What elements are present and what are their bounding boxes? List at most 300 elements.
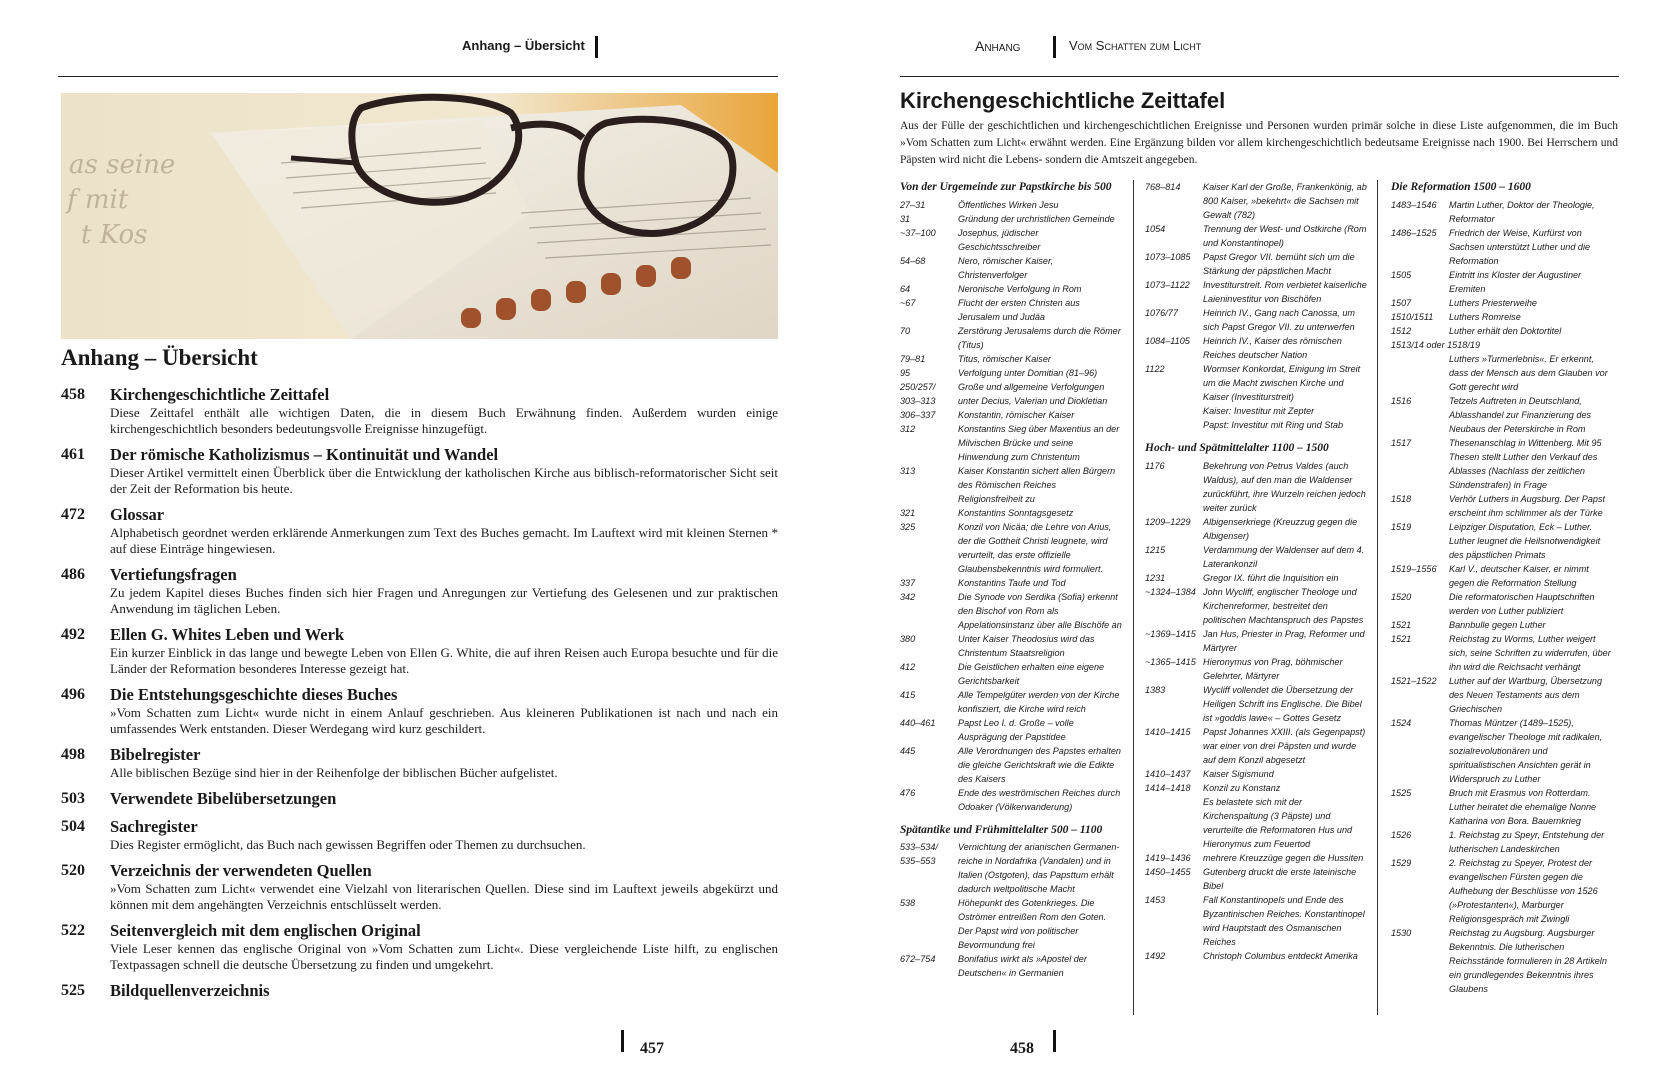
- timeline-date: 1483–1546: [1391, 199, 1437, 210]
- timeline-entry: [1145, 543, 1367, 571]
- timeline-date: 1076/77: [1145, 308, 1178, 318]
- header-divider: [595, 36, 598, 58]
- toc-entry-description: Zu jedem Kapitel dieses Buches finden sich hier Fragen und Anregungen zur Vertiefung des Gelesenen und zur praktischen Anwendung im täglichen Leben.: [110, 585, 778, 616]
- timeline-date: 325: [900, 521, 916, 532]
- timeline-date: 1525: [1391, 787, 1412, 798]
- timeline-event: reiche in Nordafrika (Vandalen) und in Italien (Ostgoten), das Papsttum erhält dadurch weltpolitische Macht: [958, 856, 1114, 894]
- timeline-entry: [900, 854, 1122, 896]
- page-number: 457: [640, 1040, 664, 1057]
- intro-paragraph: Aus der Fülle der geschichtlichen und kirchengeschichtlichen Ereignisse und Personen wurden primär solche in diese Liste aufgenommen, die im Buch »Vom Schatten zum Licht« erwähnt werden. Eine Ergänzung bilden vor allem kirchengeschichtlich bedeutsame Ereignisse nach 1900. Bei Herrschern und Päpsten wird nicht die Lebens- sondern die Amtszeit angegeben.: [900, 120, 1618, 166]
- timeline-date: 1122: [1145, 364, 1165, 374]
- timeline-date: 64: [900, 283, 911, 294]
- timeline-entry: [900, 716, 1122, 744]
- toc-entry-body: [110, 981, 778, 1001]
- open-book-with-glasses-photo: [61, 93, 778, 339]
- timeline-event: Bonifatius wirkt als »Apostel der Deutschen« in Germanien: [958, 954, 1087, 978]
- timeline-entry: [900, 590, 1122, 632]
- toc-entry-body: [110, 625, 778, 677]
- timeline-event: Albigenserkriege (Kreuzzug gegen die Albigenser): [1203, 516, 1358, 541]
- timeline-event: Kaiser Konstantin sichert allen Bürgern des Römischen Reiches Religionsfreiheit zu: [958, 465, 1116, 504]
- timeline-event: Konstantin, römischer Kaiser: [958, 409, 1075, 420]
- toc-entry-body: [110, 817, 778, 853]
- timeline-date: [1145, 795, 1203, 851]
- toc-entry-body: [110, 445, 778, 497]
- timeline-entry: [1391, 786, 1613, 828]
- timeline-event: Es belastete sich mit der Kirchenspaltung (3 Päpste) und verurteilte die Reformatoren Hus und Hieronymus zum Feuertod: [1203, 796, 1353, 849]
- timeline-entry: [1391, 352, 1613, 394]
- toc-entry-title: Sachregister: [110, 817, 198, 836]
- svg-text:as seine: as seine: [69, 150, 176, 180]
- timeline-date: 1414–1418: [1145, 782, 1191, 793]
- footer-divider: [621, 1030, 624, 1052]
- timeline-entry: [1145, 683, 1367, 725]
- timeline-entry: [900, 688, 1122, 716]
- toc-entry-title: Die Entstehungsgeschichte dieses Buches: [110, 685, 398, 704]
- header-divider: [1053, 36, 1056, 58]
- toc-page-number: 496: [61, 686, 85, 703]
- timeline-section-heading: Spätantike und Frühmittelalter 500 – 1100: [900, 823, 1103, 836]
- column-divider: [1133, 180, 1134, 1015]
- timeline-date: [1145, 404, 1203, 418]
- timeline-event: Wycliff vollendet die Übersetzung der Heiligen Schrift ins Englische. Die Bibel ist »goddis lawe« – Gottes Gesetz: [1203, 684, 1362, 723]
- timeline-event: Tetzels Auftreten in Deutschland, Ablasshandel zur Finanzierung des Neubaus der Peterskirche in Rom: [1449, 395, 1592, 434]
- timeline-entry: [1391, 198, 1613, 226]
- timeline-event: Karl V., deutscher Kaiser, er nimmt gegen die Reformation Stellung: [1449, 563, 1589, 588]
- timeline-event: Luthers Romreise: [1449, 311, 1521, 322]
- toc-page-number: 525: [61, 982, 85, 999]
- timeline-date: 1526: [1391, 829, 1412, 840]
- timeline-entry: [900, 380, 1122, 394]
- timeline-date: 1513/14 oder 1518/19: [1391, 339, 1480, 350]
- header-rule: [58, 76, 778, 77]
- timeline-date: 321: [900, 507, 916, 518]
- toc-entry-title: Bibelregister: [110, 745, 201, 764]
- timeline-event: Heinrich IV., Gang nach Canossa, um sich Papst Gregor VII. zu unterwerfen: [1203, 308, 1355, 332]
- timeline-entry: [1391, 590, 1613, 618]
- toc-entry-title: Bildquellenverzeichnis: [110, 981, 270, 1000]
- toc-page-number: 503: [61, 790, 85, 807]
- timeline-date: 1520: [1391, 591, 1412, 602]
- timeline-date: 538: [900, 898, 916, 908]
- timeline-entry: [1145, 795, 1367, 851]
- toc-entry-body: [110, 685, 778, 737]
- timeline-event: Kaiser Sigismund: [1203, 768, 1274, 779]
- timeline-date: ~67: [900, 297, 916, 308]
- timeline-entry: [900, 506, 1122, 520]
- timeline-entry: [1145, 222, 1367, 250]
- running-header: Anhang – Übersicht: [462, 38, 585, 53]
- timeline-column-2: [1145, 180, 1367, 963]
- timeline-date: 27–31: [900, 199, 926, 210]
- timeline-date: 440–461: [900, 717, 936, 728]
- timeline-event: Josephus, jüdischer Geschichtsschreiber: [958, 227, 1041, 252]
- toc-entry-title: Vertiefungsfragen: [110, 565, 237, 584]
- timeline-date: 1521–1522: [1391, 675, 1437, 686]
- timeline-date: 1516: [1391, 395, 1412, 406]
- toc-entry-title: Verzeichnis der verwendeten Quellen: [110, 861, 372, 880]
- timeline-event: 2. Reichstag zu Speyer, Protest der evangelischen Fürsten gegen die Aufhebung der Beschlüsse von 1526 (»Protestanten«), Marburger Religionsgespräch mit Zwingli: [1449, 857, 1598, 924]
- timeline-event: mehrere Kreuzzüge gegen die Hussiten: [1203, 852, 1364, 863]
- timeline-entry: [900, 576, 1122, 590]
- timeline-event: Papst Leo I. d. Große – volle Ausprägung der Papstidee: [958, 717, 1074, 742]
- timeline-date: 1517: [1391, 437, 1412, 448]
- toc-entry-body: [110, 385, 778, 437]
- timeline-entry: [900, 254, 1122, 282]
- timeline-entry: [1391, 926, 1613, 996]
- timeline-event: Vernichtung der arianischen Germanen-: [958, 842, 1120, 852]
- timeline-date: 533–534/: [900, 842, 938, 852]
- toc-entry: [61, 861, 778, 913]
- timeline-event: Alle Tempelgüter werden von der Kirche konfisziert, die Kirche wird reich: [958, 689, 1120, 714]
- timeline-entry: [1145, 418, 1367, 432]
- timeline-event: Christoph Columbus entdeckt Amerika: [1203, 950, 1358, 961]
- toc-entry-title: Glossar: [110, 505, 165, 524]
- timeline-entry: [1145, 334, 1367, 362]
- footer-divider: [1053, 1030, 1056, 1052]
- toc-entry-title: Der römische Katholizismus – Kontinuität und Wandel: [110, 445, 499, 464]
- toc-page-number: 461: [61, 446, 85, 463]
- timeline-date: 312: [900, 423, 916, 434]
- timeline-entry: [1145, 306, 1367, 334]
- timeline-event: Verfolgung unter Domitian (81–96): [958, 367, 1098, 378]
- toc-entry: [61, 817, 778, 853]
- header-rule: [900, 76, 1619, 77]
- timeline-entry: [900, 786, 1122, 814]
- timeline-event: Konstantins Taufe und Tod: [958, 577, 1066, 588]
- timeline-event: Thesenanschlag in Wittenberg. Mit 95 Thesen stellt Luther den Verkauf des Ablasses (Nachlass der zeitlichen Sündenstrafen) in Frage: [1449, 437, 1602, 490]
- timeline-event: Reichstag zu Worms, Luther weigert sich, seine Schriften zu widerrufen, über ihn wird die Reichsacht verhängt: [1449, 633, 1611, 672]
- timeline-entry: [900, 660, 1122, 688]
- toc-page-number: 520: [61, 862, 85, 879]
- toc-entry-body: [110, 921, 778, 973]
- timeline-date: ~1369–1415: [1145, 628, 1196, 639]
- timeline-event: Neronische Verfolgung in Rom: [958, 283, 1082, 294]
- toc-entry: [61, 981, 778, 1001]
- timeline-entry: [1145, 865, 1367, 893]
- timeline-entry: [900, 744, 1122, 786]
- timeline-date: 79–81: [900, 353, 926, 364]
- timeline-entry: [1391, 520, 1613, 562]
- column-divider: [1377, 180, 1378, 1015]
- timeline-date: 306–337: [900, 409, 936, 420]
- toc-entry-description: Viele Leser kennen das englische Original von »Vom Schatten zum Licht«. Diese vergleichende Liste hilft, zu englischen Textpassagen schnell die deutsche Übersetzung zu finden und umgekehrt.: [110, 941, 778, 972]
- timeline-date: 337: [900, 577, 916, 588]
- timeline-date: 1215: [1145, 544, 1166, 555]
- timeline-event: Konzil von Nicäa; die Lehre von Arius, der die Gottheit Christi leugnete, wird verurteilt, das erste offizielle Glaubensbekenntnis wird formuliert.: [958, 521, 1112, 574]
- timeline-date: 342: [900, 591, 916, 602]
- timeline-entry: [900, 226, 1122, 254]
- right-page: [836, 0, 1671, 1080]
- timeline-date: 535–553: [900, 856, 936, 866]
- timeline-date: 1410–1437: [1145, 768, 1191, 779]
- timeline-event: Papst Gregor VII. bemüht sich um die Stärkung der päpstlichen Macht: [1203, 252, 1355, 276]
- toc-page-number: 458: [61, 386, 85, 403]
- toc-entry-title: Kirchengeschichtliche Zeittafel: [110, 385, 330, 404]
- toc-entry: [61, 385, 778, 437]
- page-number: 458: [1010, 1040, 1034, 1057]
- toc-entry: [61, 685, 778, 737]
- timeline-event: Investiturstreit. Rom verbietet kaiserliche Laieninvestitur von Bischöfen: [1203, 280, 1367, 304]
- timeline-date: 1084–1105: [1145, 336, 1190, 346]
- timeline-date: 380: [900, 633, 916, 644]
- timeline-date: 672–754: [900, 954, 936, 964]
- timeline-event: Zerstörung Jerusalems durch die Römer (Titus): [958, 325, 1121, 350]
- toc-entry: [61, 745, 778, 781]
- timeline-entry: [900, 394, 1122, 408]
- toc-entry-body: [110, 861, 778, 913]
- timeline-date: ~1365–1415: [1145, 656, 1196, 667]
- toc-entry-title: Seitenvergleich mit dem englischen Original: [110, 921, 421, 940]
- timeline-event: Martin Luther, Doktor der Theologie, Reformator: [1449, 199, 1595, 224]
- timeline-event: Papst Johannes XXIII. (als Gegenpapst) war einer von drei Päpsten und wurde auf dem Konzil abgesetzt: [1203, 726, 1366, 765]
- timeline-event: Eintritt ins Kloster der Augustiner Eremiten: [1449, 269, 1582, 294]
- timeline-entry: [900, 422, 1122, 464]
- timeline-date: 1519: [1391, 521, 1412, 532]
- running-header-section: Anhang: [975, 38, 1021, 54]
- timeline-entry: [1145, 515, 1367, 543]
- timeline-date: 1486–1525: [1391, 227, 1437, 238]
- timeline-entry: [1145, 404, 1367, 418]
- toc-entry: [61, 505, 778, 557]
- timeline-date: 1510/1511: [1391, 311, 1434, 322]
- timeline-date: 1521: [1391, 619, 1412, 630]
- timeline-date: 1410–1415: [1145, 726, 1191, 737]
- timeline-event: Gregor IX. führt die Inquisition ein: [1203, 572, 1339, 583]
- toc-page-number: 472: [61, 506, 85, 523]
- timeline-event: Konstantins Sonntagsgesetz: [958, 507, 1074, 518]
- timeline-entry: [900, 840, 1122, 854]
- timeline-event: Jan Hus, Priester in Prag, Reformer und Märtyrer: [1203, 628, 1365, 653]
- toc-entry-body: [110, 505, 778, 557]
- timeline-date: 313: [900, 465, 916, 476]
- timeline-event: unter Decius, Valerian und Diokletian: [958, 395, 1108, 406]
- timeline-entry: [1391, 338, 1613, 352]
- timeline-event: Kaiser: Investitur mit Zepter: [1203, 406, 1315, 416]
- timeline-date: ~37–100: [900, 227, 936, 238]
- toc-page-number: 492: [61, 626, 85, 643]
- timeline-event: Friedrich der Weise, Kurfürst von Sachsen unterstützt Luther und die Reformation: [1449, 227, 1591, 266]
- timeline-event: Unter Kaiser Theodosius wird das Christentum Staatsreligion: [958, 633, 1095, 658]
- toc-entry: [61, 625, 778, 677]
- timeline-entry: [900, 520, 1122, 576]
- timeline-event: Bruch mit Erasmus von Rotterdam. Luther heiratet die ehemalige Nonne Katharina von Bora. Bauernkrieg: [1449, 787, 1597, 826]
- timeline-event: Nero, römischer Kaiser, Christenverfolger: [958, 255, 1054, 280]
- timeline-event: Bannbulle gegen Luther: [1449, 619, 1546, 630]
- timeline-event: Titus, römischer Kaiser: [958, 353, 1051, 364]
- timeline-event: Alle Verordnungen des Papstes erhalten die gleiche Gerichtskraft wie die Edikte des Kaisers: [958, 745, 1121, 784]
- timeline-event: Konstantins Sieg über Maxentius an der Milvischen Brücke und seine Hinwendung zum Christentum: [958, 423, 1120, 462]
- timeline-date: ~1324–1384: [1145, 586, 1196, 597]
- timeline-entry: [900, 352, 1122, 366]
- timeline-entry: [900, 282, 1122, 296]
- toc-entry-title: Ellen G. Whites Leben und Werk: [110, 625, 345, 644]
- timeline-entry: [900, 896, 1122, 952]
- timeline-entry: [1391, 324, 1613, 338]
- timeline-entry: [900, 366, 1122, 380]
- toc-entry-description: Dies Register ermöglicht, das Buch nach gewissen Begriffen oder Themen zu durchsuchen.: [110, 837, 586, 852]
- timeline-section-heading: Von der Urgemeinde zur Papstkirche bis 500: [900, 181, 1112, 193]
- timeline-entry: [1145, 949, 1367, 963]
- timeline-date: 1073–1122: [1145, 280, 1190, 290]
- timeline-event: Kaiser Karl der Große, Frankenkönig, ab 800 Kaiser, »bekehrt« die Sachsen mit Gewalt (782): [1203, 182, 1367, 220]
- timeline-event: Die Geistlichen erhalten eine eigene Gerichtsbarkeit: [958, 661, 1105, 686]
- timeline-section-heading: Hoch- und Spätmittelalter 1100 – 1500: [1145, 442, 1329, 454]
- toc-entry-description: Diese Zeittafel enthält alle wichtigen Daten, die in diesem Buch Erwähnung finden. Außerdem wurden einige kirchengeschichtlich besonders bedeutungsvolle Ereignisse hinzugefügt.: [110, 405, 778, 436]
- timeline-date: 1518: [1391, 493, 1412, 504]
- timeline-date: 415: [900, 689, 916, 700]
- timeline-entry: [1391, 268, 1613, 296]
- timeline-entry: [1145, 278, 1367, 306]
- timeline-entry: [900, 198, 1122, 212]
- timeline-entry: [1145, 893, 1367, 949]
- timeline-event: Verhör Luthers in Augsburg. Der Papst erscheint ihm schlimmer als der Türke: [1449, 493, 1606, 518]
- svg-text:f mit: f mit: [67, 185, 129, 215]
- timeline-event: [1480, 338, 1613, 352]
- timeline-entry: [1145, 781, 1367, 795]
- timeline-entry: [1145, 655, 1367, 683]
- timeline-event: Verdammung der Waldenser auf dem 4. Laterankonzil: [1203, 544, 1365, 569]
- timeline-date: 31: [900, 213, 911, 224]
- timeline-entry: [1391, 716, 1613, 786]
- toc-entry-body: [110, 745, 778, 781]
- timeline-column-3: [1391, 180, 1613, 996]
- timeline-entry: [900, 324, 1122, 352]
- timeline-date: 1524: [1391, 717, 1412, 728]
- timeline-date: 1176: [1145, 460, 1165, 471]
- running-header-book: Vom Schatten zum Licht: [1069, 38, 1202, 53]
- timeline-entry: [1145, 250, 1367, 278]
- svg-text:t Kos: t Kos: [81, 220, 148, 250]
- timeline-date: 1231: [1145, 572, 1166, 583]
- timeline-entry: [1391, 226, 1613, 268]
- timeline-date: 1450–1455: [1145, 866, 1191, 877]
- timeline-date: 1453: [1145, 894, 1166, 905]
- timeline-date: 95: [900, 367, 911, 378]
- timeline-entry: [1391, 828, 1613, 856]
- timeline-event: Bekehrung von Petrus Valdes (auch Waldus), auf den man die Waldenser zurückführt, ihre Wurzeln reichen jedoch weiter zurück: [1203, 460, 1366, 513]
- timeline-column-1: [900, 180, 1122, 980]
- timeline-event: Höhepunkt des Gotenkrieges. Die Oströmer entreißen Rom den Goten. Der Papst wird von politischer Bevormundung frei: [958, 898, 1107, 950]
- timeline-date: 1507: [1391, 297, 1412, 308]
- toc-page-number: 498: [61, 746, 85, 763]
- timeline-date: 1505: [1391, 269, 1412, 280]
- timeline-entry: [1391, 856, 1613, 926]
- timeline-entry: [1145, 571, 1367, 585]
- timeline-entry: [1391, 674, 1613, 716]
- timeline-event: Heinrich IV., Kaiser des römischen Reiches deutscher Nation: [1203, 336, 1342, 360]
- timeline-date: 476: [900, 787, 916, 798]
- timeline-event: Leipziger Disputation, Eck – Luther. Luther leugnet die Heilsnotwendigkeit des päpstlichen Primats: [1449, 521, 1601, 560]
- timeline-section-heading: Die Reformation 1500 – 1600: [1391, 181, 1531, 193]
- toc-entry: [61, 565, 778, 617]
- timeline-entry: [1391, 310, 1613, 324]
- timeline-entry: [900, 952, 1122, 980]
- timeline-date: 1530: [1391, 927, 1412, 938]
- timeline-event: Luther erhält den Doktortitel: [1449, 325, 1562, 336]
- timeline-entry: [1145, 180, 1367, 222]
- timeline-entry: [1391, 618, 1613, 632]
- toc-entry-description: Dieser Artikel vermittelt einen Überblick über die Entwicklung der katholischen Kirche aus biblisch-reformatorischer Sicht seit der Zeit der Reformation bis heute.: [110, 465, 778, 496]
- timeline-entry: [1391, 632, 1613, 674]
- timeline-date: 1519–1556: [1391, 563, 1437, 574]
- toc-entry: [61, 445, 778, 497]
- timeline-date: 1512: [1391, 325, 1412, 336]
- timeline-date: 445: [900, 745, 916, 756]
- timeline-date: 1419–1436: [1145, 852, 1191, 863]
- toc-entry-description: Ein kurzer Einblick in das lange und bewegte Leben von Ellen G. White, die auf ihren Reisen auch Europa besuchte und für die Länder der Reformation besonderes Interesse gezeigt hat.: [110, 645, 778, 676]
- left-page: [0, 0, 835, 1080]
- timeline-event: 1. Reichstag zu Speyr, Entstehung der lutherischen Landeskirchen: [1449, 829, 1605, 854]
- timeline-date: 1073–1085: [1145, 252, 1191, 262]
- toc-entry-body: [110, 565, 778, 617]
- timeline-entry: [900, 464, 1122, 506]
- timeline-date: 1492: [1145, 950, 1166, 961]
- toc-entry-description: »Vom Schatten zum Licht« wurde nicht in einem Anlauf geschrieben. Aus kleineren Publikationen ist nach und nach ein umfassendes Werk entstanden. Dieser Werdegang wird kurz geschildert.: [110, 705, 778, 736]
- timeline-entry: [900, 212, 1122, 226]
- timeline-entry: [900, 632, 1122, 660]
- timeline-event: Luthers Priesterweihe: [1449, 297, 1537, 308]
- appendix-overview-list: [61, 385, 778, 1009]
- timeline-entry: [1145, 459, 1367, 515]
- timeline-event: Luther auf der Wartburg, Übersetzung des Neuen Testaments aus dem Griechischen: [1449, 675, 1602, 714]
- timeline-date: 303–313: [900, 395, 936, 406]
- timeline-event: Gutenberg druckt die erste lateinische Bibel: [1203, 866, 1357, 891]
- timeline-entry: [1391, 296, 1613, 310]
- page-title: Kirchengeschichtliche Zeittafel: [900, 88, 1226, 113]
- toc-page-number: 522: [61, 922, 85, 939]
- toc-page-number: 504: [61, 818, 85, 835]
- toc-entry-description: »Vom Schatten zum Licht« verwendet eine Vielzahl von literarischen Quellen. Diese sind im Lauftext jeweils abgekürzt und können mit dem angehängten Verzeichnis entschlüsselt werden.: [110, 881, 778, 912]
- timeline-date: 70: [900, 325, 911, 336]
- timeline-entry: [900, 296, 1122, 324]
- timeline-event: Reichstag zu Augsburg. Augsburger Bekenntnis. Die lutherischen Reichsstände formulieren in 28 Artikeln ein grundlegendes Bekenntnis ihres Glaubens: [1449, 927, 1607, 994]
- timeline-event: Konzil zu Konstanz: [1203, 782, 1281, 793]
- toc-entry-description: Alphabetisch geordnet werden erklärende Anmerkungen zum Text des Buches gemacht. Im Lauftext wird mit kleinen Sternen * auf diese Einträge hingewiesen.: [110, 525, 778, 556]
- timeline-date: 54–68: [900, 255, 926, 266]
- timeline-event: Luthers »Turmerlebnis«. Er erkennt, dass der Mensch aus dem Glauben vor Gott gerecht wird: [1449, 353, 1608, 392]
- timeline-date: 250/257/: [900, 381, 936, 392]
- toc-entry-body: [110, 789, 778, 809]
- timeline-entry: [1145, 362, 1367, 404]
- timeline-date: 1529: [1391, 857, 1412, 868]
- timeline-event: Papst: Investitur mit Ring und Stab: [1203, 420, 1344, 430]
- timeline-event: Ende des weströmischen Reiches durch Odoaker (Völkerwanderung): [958, 787, 1121, 812]
- timeline-date: [1145, 418, 1203, 432]
- timeline-date: 1521: [1391, 633, 1412, 644]
- toc-entry-description: Alle biblischen Bezüge sind hier in der Reihenfolge der biblischen Bücher aufgelistet.: [110, 765, 558, 780]
- timeline-entry: [1391, 562, 1613, 590]
- timeline-event: John Wycliff, englischer Theologe und Kirchenreformer, bestreitet den politischen Machtanspruch des Papstes: [1203, 586, 1364, 625]
- timeline-entry: [900, 408, 1122, 422]
- open-book-with-glasses-icon: [61, 93, 778, 339]
- page-title: Anhang – Übersicht: [61, 345, 258, 370]
- timeline-event: Öffentliches Wirken Jesu: [958, 199, 1059, 210]
- timeline-entry: [1391, 394, 1613, 436]
- timeline-date: 768–814: [1145, 182, 1181, 192]
- timeline-event: Thomas Müntzer (1489–1525), evangelischer Theologe mit radikalen, sozialrevolutionären und spiritualistischen Ansichten gerät in Widerspruch zu Luther: [1449, 717, 1603, 784]
- timeline-date: [1391, 352, 1449, 394]
- toc-entry: [61, 789, 778, 809]
- toc-entry-title: Verwendete Bibelübersetzungen: [110, 789, 337, 808]
- timeline-event: Gründung der urchristlichen Gemeinde: [958, 213, 1115, 224]
- timeline-date: 1383: [1145, 684, 1166, 695]
- timeline-event: Wormser Konkordat, Einigung im Streit um die Macht zwischen Kirche und Kaiser (Investiturstreit): [1203, 364, 1361, 402]
- toc-page-number: 486: [61, 566, 85, 583]
- timeline-entry: [1145, 585, 1367, 627]
- timeline-event: Flucht der ersten Christen aus Jerusalem und Judäa: [958, 297, 1080, 322]
- timeline-entry: [1145, 851, 1367, 865]
- timeline-entry: [1391, 436, 1613, 492]
